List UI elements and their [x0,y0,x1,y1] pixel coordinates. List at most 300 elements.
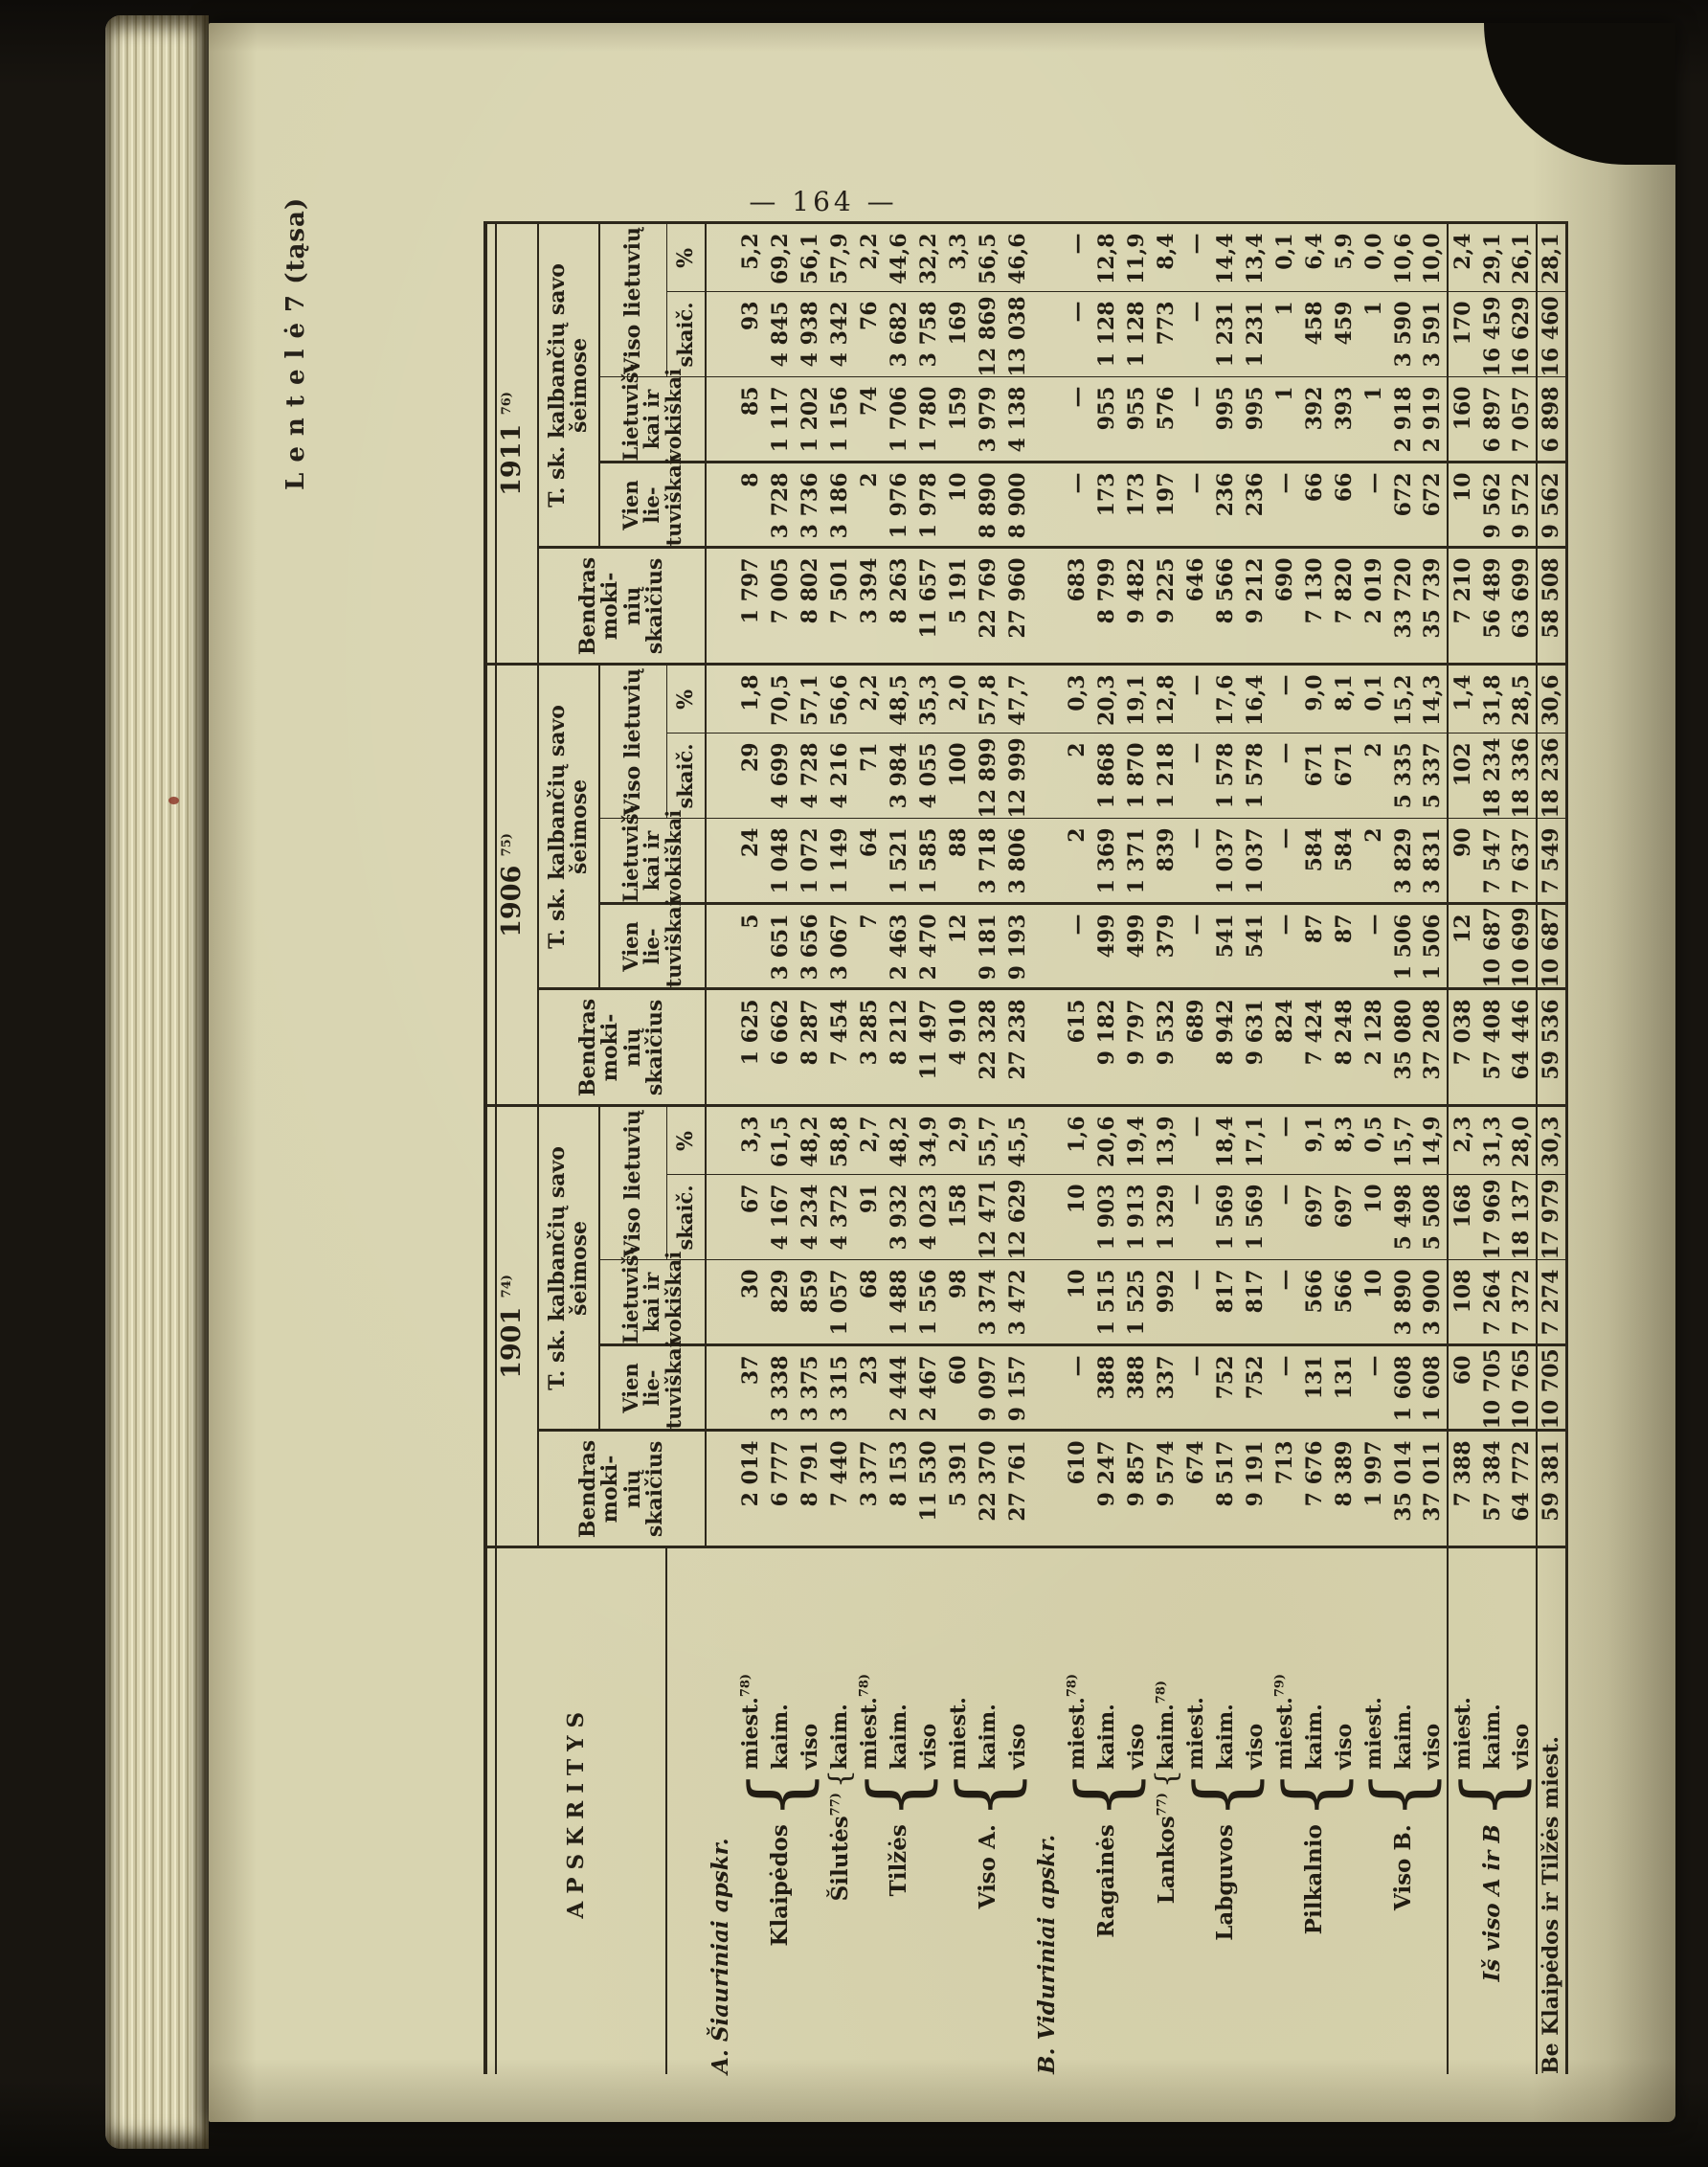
value-cell: 8,1 [1329,665,1359,734]
value-cell: — [1270,1175,1299,1260]
book-page-edges [105,15,209,2149]
row-label: kaim. [1301,1704,1327,1770]
row-label-cell [1359,1547,1388,1770]
value-cell: 3,3 [735,1106,765,1175]
value-cell: 0,0 [1359,223,1388,292]
value-cell [706,1175,735,1260]
district-name-cell [822,1770,857,2074]
value-cell: 6 662 [765,989,795,1106]
value-cell: 1 128 [1091,292,1121,377]
value-cell: 690 [1270,548,1299,665]
double-rule [495,223,497,2074]
value-cell: 995 [1240,377,1270,463]
table-row [1180,223,1210,2074]
value-cell [1032,665,1062,734]
value-cell: 13,4 [1240,223,1270,292]
value-cell: 7 547 [1477,819,1507,904]
value-cell: 671 [1299,734,1329,819]
value-cell: — [1180,819,1210,904]
value-cell: 10 [1062,1260,1091,1345]
value-cell: 0,1 [1270,223,1299,292]
header-row-years [485,223,538,2074]
value-cell: 19,4 [1121,1106,1151,1175]
value-cell: 12 899 [973,734,1002,819]
value-cell: 7 637 [1507,819,1537,904]
value-cell: 236 [1210,463,1240,548]
value-cell: 63 699 [1507,548,1537,665]
value-cell [706,1260,735,1345]
value-cell: 1 578 [1210,734,1240,819]
row-label: miest. [856,1697,882,1770]
value-cell: 30 [735,1260,765,1345]
value-cell: 160 [1448,377,1477,463]
value-cell: 9 857 [1121,1431,1151,1547]
value-cell: 1 525 [1121,1260,1151,1345]
value-cell: 9 225 [1151,548,1180,665]
group-brace: { [733,1770,825,1820]
value-cell: 3 979 [973,377,1002,463]
value-cell: 12,8 [1091,223,1121,292]
value-cell: 131 [1299,1345,1329,1431]
value-cell: 2,2 [854,223,884,292]
table-row [943,223,973,2074]
value-cell: 4 138 [1002,377,1032,463]
row-label: kaim. [826,1704,852,1770]
row-label: kaim. [1479,1704,1505,1770]
value-cell: 18 234 [1477,734,1507,819]
value-cell: 1,6 [1062,1106,1091,1175]
col-header-lietvok: Lietuviš- kai ir vokiškai [599,377,706,463]
value-cell [1032,463,1062,548]
value-cell: 16 460 [1537,292,1566,377]
value-cell: — [1062,463,1091,548]
value-cell: 16 629 [1507,292,1537,377]
value-cell: 7 549 [1537,819,1566,904]
district-name: Klaipėdos [767,1824,793,1947]
row-label: miest. [1360,1697,1386,1770]
value-cell: 37 208 [1418,989,1448,1106]
value-cell: 566 [1299,1260,1329,1345]
row-label-cell [824,1547,854,1770]
value-cell: 168 [1448,1175,1477,1260]
value-cell [706,1431,735,1547]
value-cell: 9 157 [1002,1345,1032,1431]
value-cell [1032,1106,1062,1175]
value-cell: 4 023 [913,1175,943,1260]
col-header-viso-lietuviu: Viso lietuvių [599,665,666,819]
value-cell: 2 [1359,734,1388,819]
value-cell [1032,734,1062,819]
value-cell: 8 517 [1210,1431,1240,1547]
footnote-marker: 77) [828,1793,843,1817]
value-cell: 15,2 [1388,665,1418,734]
row-label-cell [795,1547,824,1770]
value-cell: 28,5 [1507,665,1537,734]
value-cell: 1 585 [913,819,943,904]
value-cell: 2 019 [1359,548,1388,665]
value-cell: 45,5 [1002,1106,1032,1175]
value-cell: 3 338 [765,1345,795,1431]
value-cell: 28,0 [1507,1106,1537,1175]
value-cell: 7 501 [824,548,854,665]
value-cell: 2 918 [1388,377,1418,463]
value-cell: 64 [854,819,884,904]
value-cell: 2 128 [1359,989,1388,1106]
value-cell: 1 202 [795,377,824,463]
value-cell: 3 932 [884,1175,913,1260]
value-cell: 3 682 [884,292,913,377]
value-cell: 1 797 [735,548,765,665]
value-cell: 12 999 [1002,734,1032,819]
value-cell: 337 [1151,1345,1180,1431]
row-label-cell [1240,1547,1270,1770]
statistics-table [483,221,1568,2074]
value-cell: 1 048 [765,819,795,904]
value-cell: 0,1 [1359,665,1388,734]
value-cell: 66 [1329,463,1359,548]
value-cell: 10 765 [1507,1345,1537,1431]
value-cell: 1 903 [1091,1175,1121,1260]
footnote-marker: 75) [499,833,514,857]
value-cell: 18 236 [1537,734,1566,819]
row-label: miest. [1271,1697,1297,1770]
value-cell: 459 [1329,292,1359,377]
row-label-cell [854,1547,884,1770]
value-cell: 59 536 [1537,989,1566,1106]
value-cell: 22 370 [973,1431,1002,1547]
value-cell: 10 [1359,1175,1388,1260]
value-cell: 29 [735,734,765,819]
value-cell: 1 329 [1151,1175,1180,1260]
value-cell: 35,3 [913,665,943,734]
value-cell: 3 656 [795,904,824,989]
value-cell: 4 167 [765,1175,795,1260]
district-name-cell [1270,1770,1359,2074]
year-header-1906: 1906 $^{75)}$ [485,665,538,1106]
value-cell: 499 [1121,904,1151,989]
value-cell: 7 820 [1329,548,1359,665]
district-name: Lankos$^{77)}$ [1153,1793,1180,1905]
row-label: kaim. [1212,1704,1238,1770]
row-label: kaim. [975,1704,1000,1770]
value-cell: 1 608 [1418,1345,1448,1431]
row-label: viso [1420,1723,1445,1770]
row-label-cell [765,1547,795,1770]
value-cell: 9,0 [1299,665,1329,734]
value-cell: 1 515 [1091,1260,1121,1345]
value-cell: 68 [854,1260,884,1345]
value-cell: — [1270,734,1299,819]
value-cell: 1 371 [1121,819,1151,904]
value-cell [1032,904,1062,989]
value-cell: 9 247 [1091,1431,1121,1547]
col-header-tsk: T. sk. kalbančių savo šeimose [538,665,599,989]
group-brace: { [1268,1770,1360,1820]
row-label: viso [797,1723,822,1770]
col-header-pct: % [666,1106,706,1175]
value-cell: 87 [1299,904,1329,989]
group-brace: { [1357,1770,1449,1820]
value-cell: 8 153 [884,1431,913,1547]
value-cell: 4 055 [913,734,943,819]
value-cell: 30,3 [1537,1106,1566,1175]
value-cell: 5 335 [1388,734,1418,819]
value-cell: 1 706 [884,377,913,463]
value-cell: 610 [1062,1431,1091,1547]
value-cell: 2 [1062,819,1091,904]
value-cell: 2,2 [854,665,884,734]
value-cell: — [1359,463,1388,548]
value-cell: 31,3 [1477,1106,1507,1175]
row-label-cell [1210,1547,1240,1770]
value-cell: 2 [1359,819,1388,904]
footnote-marker: 78) [857,1673,872,1698]
value-cell: 6 897 [1477,377,1507,463]
stain-mark [169,797,179,804]
value-cell: 59 381 [1537,1431,1566,1547]
value-cell [1032,548,1062,665]
row-label: kaim. [886,1704,911,1770]
value-cell: 24 [735,819,765,904]
value-cell: 2,9 [943,1106,973,1175]
value-cell: 1 218 [1151,734,1180,819]
table-row [1359,223,1388,2074]
value-cell: 3 806 [1002,819,1032,904]
value-cell: 1 037 [1240,819,1270,904]
value-cell: 9 181 [973,904,1002,989]
value-cell: 56 489 [1477,548,1507,665]
col-header-pct: % [666,665,706,734]
value-cell: 35 080 [1388,989,1418,1106]
footnote-marker: 78) [1065,1673,1080,1698]
value-cell: 85 [735,377,765,463]
rotated-table-container [483,223,1564,2074]
value-cell: 11 657 [913,548,943,665]
value-cell: 7 038 [1448,989,1477,1106]
value-cell: 576 [1151,377,1180,463]
row-label: viso [1331,1723,1357,1770]
value-cell: 4 910 [943,989,973,1106]
value-cell: 4 234 [795,1175,824,1260]
value-cell: 458 [1299,292,1329,377]
value-cell: — [1270,904,1299,989]
value-cell: 839 [1151,819,1180,904]
district-name-cell [706,1547,735,2074]
table-caption: L e n t e l ė 7 (tąsa) [281,196,310,490]
value-cell: 8 263 [884,548,913,665]
value-cell [1032,1175,1062,1260]
value-cell: 33 720 [1388,548,1418,665]
value-cell: 3 758 [913,292,943,377]
value-cell: 10 699 [1507,904,1537,989]
value-cell: 2 014 [735,1431,765,1547]
value-cell: 27 761 [1002,1431,1032,1547]
value-cell: 9 191 [1240,1431,1270,1547]
value-cell [1032,819,1062,904]
value-cell: 15,7 [1388,1106,1418,1175]
district-name: A. Šiauriniai apskr. [708,1838,733,2074]
value-cell: 752 [1240,1345,1270,1431]
district-name: Tilžės [886,1824,911,1897]
district-name-cell [854,1770,943,2074]
value-cell: 388 [1091,1345,1121,1431]
col-header-vien: Vien lie- tuviškai [599,463,706,548]
value-cell: 7 424 [1299,989,1329,1106]
value-cell: 1 868 [1091,734,1121,819]
row-label: viso [915,1723,941,1770]
value-cell: 1 556 [913,1260,943,1345]
district-name-cell [735,1770,824,2074]
value-cell: 10 [1359,1260,1388,1345]
table-row [854,223,884,2074]
value-cell: 98 [943,1260,973,1345]
district-name: Iš viso A ir B [1479,1824,1505,1982]
value-cell: 1 369 [1091,819,1121,904]
value-cell: 752 [1210,1345,1240,1431]
value-cell: — [1359,904,1388,989]
value-cell: 58,8 [824,1106,854,1175]
value-cell: 34,9 [913,1106,943,1175]
value-cell: 7 440 [824,1431,854,1547]
value-cell: 1 072 [795,819,824,904]
col-header-tsk: T. sk. kalbančių savo šeimose [538,223,599,548]
value-cell [1032,377,1062,463]
value-cell: 11 497 [913,989,943,1106]
value-cell: 499 [1091,904,1121,989]
value-cell: 3 374 [973,1260,1002,1345]
year-header-1911: 1911 $^{76)}$ [485,223,538,665]
district-name: Labguvos [1212,1824,1238,1941]
value-cell: 1 037 [1210,819,1240,904]
col-header-skaic: skaič. [666,1175,706,1260]
value-cell: 3 472 [1002,1260,1032,1345]
value-cell: 197 [1151,463,1180,548]
value-cell: 9 097 [973,1345,1002,1431]
value-cell: 5,9 [1329,223,1359,292]
value-cell: — [1062,904,1091,989]
value-cell: 9 797 [1121,989,1151,1106]
value-cell: 158 [943,1175,973,1260]
row-label: miest. [1450,1697,1475,1770]
footnote-marker: 76) [499,392,514,416]
group-brace: { [1149,1770,1183,1789]
value-cell: 46,6 [1002,223,1032,292]
value-cell: 3 984 [884,734,913,819]
value-cell: 22 769 [973,548,1002,665]
page-corner-shadow [1484,23,1675,165]
row-label-cell [1418,1547,1448,1770]
value-cell: 3 394 [854,548,884,665]
value-cell: 14,9 [1418,1106,1448,1175]
value-cell: 8 942 [1210,989,1240,1106]
value-cell: 1,8 [735,665,765,734]
value-cell: 58 508 [1537,548,1566,665]
table-row [735,223,765,2074]
value-cell: 4 728 [795,734,824,819]
row-label: viso [1123,1723,1149,1770]
value-cell: 91 [854,1175,884,1260]
year-header-1901: 1901 $^{74)}$ [485,1106,538,1547]
district-name-cell [943,1770,1032,2074]
value-cell: 672 [1388,463,1418,548]
value-cell: 8 389 [1329,1431,1359,1547]
value-cell: 8 212 [884,989,913,1106]
value-cell: 1 997 [1359,1431,1388,1547]
value-cell: 8 [735,463,765,548]
value-cell: 1 569 [1210,1175,1240,1260]
col-header-bendras: Bendras moki- nių skaičius [538,1431,706,1547]
value-cell: 7 210 [1448,548,1477,665]
value-cell: 392 [1299,377,1329,463]
value-cell: — [1180,463,1210,548]
value-cell [706,292,735,377]
value-cell: 1 569 [1240,1175,1270,1260]
value-cell: 4 938 [795,292,824,377]
value-cell: 859 [795,1260,824,1345]
value-cell: — [1180,1260,1210,1345]
value-cell [706,904,735,989]
row-label: miest. [1182,1697,1208,1770]
value-cell: — [1180,377,1210,463]
section-row [1032,223,1062,2074]
value-cell: 173 [1121,463,1151,548]
row-label-cell [1507,1547,1537,1770]
value-cell: 100 [943,734,973,819]
value-cell: 674 [1180,1431,1210,1547]
district-name: B. Viduriniai apskr. [1034,1834,1060,2074]
value-cell: 70,5 [765,665,795,734]
value-cell: 12 [1448,904,1477,989]
value-cell: 56,1 [795,223,824,292]
value-cell: 2,4 [1448,223,1477,292]
value-cell: 10 [1448,463,1477,548]
value-cell: 170 [1448,292,1477,377]
value-cell: 87 [1329,904,1359,989]
value-cell: 1 978 [913,463,943,548]
value-cell: 1 506 [1418,904,1448,989]
value-cell: 169 [943,292,973,377]
district-name-cell [1032,1547,1062,2074]
value-cell: 584 [1299,819,1329,904]
value-cell: 2,0 [943,665,973,734]
value-cell: 2 [854,463,884,548]
district-name-cell [1062,1770,1151,2074]
page-number: — 164 — [749,186,898,217]
value-cell: 3 285 [854,989,884,1106]
value-cell: 10,0 [1418,223,1448,292]
value-cell: 683 [1062,548,1091,665]
value-cell: 3 067 [824,904,854,989]
value-cell: — [1180,665,1210,734]
value-cell: — [1270,1345,1299,1431]
value-cell: 93 [735,292,765,377]
value-cell: 672 [1418,463,1448,548]
district-name: Viso B. [1389,1824,1416,1911]
col-header-tsk: T. sk. kalbančių savo šeimose [538,1106,599,1431]
value-cell: 8,3 [1329,1106,1359,1175]
value-cell: 1 [1359,292,1388,377]
value-cell: 3 590 [1388,292,1418,377]
value-cell: 32,2 [913,223,943,292]
value-cell: 995 [1210,377,1240,463]
group-brace: { [852,1770,944,1820]
value-cell: 1 870 [1121,734,1151,819]
value-cell: — [1180,1345,1210,1431]
value-cell: 1 608 [1388,1345,1418,1431]
value-cell: 57,8 [973,665,1002,734]
district-name: Pilkalnio [1301,1824,1327,1935]
value-cell: 35 739 [1418,548,1448,665]
